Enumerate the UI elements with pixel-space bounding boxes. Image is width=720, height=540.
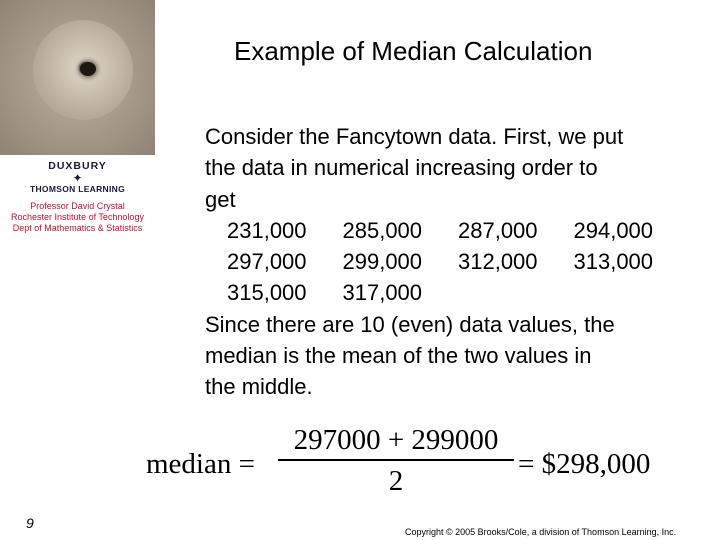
fraction-bar [278,459,514,461]
values-row [205,277,710,308]
formula-denominator: 2 [388,464,404,497]
body-line: median is the mean of the two values in [205,343,592,369]
publisher-logo [0,160,155,234]
formula-fraction [278,424,514,498]
values-row [205,215,710,246]
body-line: Since there are 10 (even) data values, the [205,311,615,337]
values-row [205,246,710,277]
burrow-hole [80,62,96,76]
publisher-name-2: THOMSON LEARNING [30,184,125,194]
star-icon: ✦ [72,171,83,185]
body-line: the data in numerical increasing order to [205,155,598,181]
median-formula [146,424,686,504]
data-value: 312,000 [458,249,538,275]
copyright-notice: Copyright © 2005 Brooks/Cole, a division of Thomson Learning, Inc. [405,527,677,537]
data-value: 299,000 [342,249,423,275]
data-value: 294,000 [573,217,654,243]
body-line: the middle. [205,374,313,400]
body-line: get [205,186,236,212]
slide-number: 9 [26,515,34,531]
credit-line: Dept of Mathematics & Statistics [12,223,143,233]
data-value: 285,000 [342,217,423,243]
data-value: 231,000 [227,217,307,243]
data-value: 313,000 [573,249,654,275]
data-value: 287,000 [458,217,538,243]
formula-numerator: 297000 + 299000 [293,424,499,456]
credit-line: Rochester Institute of Technology [11,212,144,222]
sand-hole-photo [0,0,155,155]
body-line: Consider the Fancytown data. First, we put [205,124,624,149]
formula-lhs: median = [146,448,255,480]
data-value: 317,000 [342,280,423,306]
formula-rhs: = $298,000 [518,448,651,480]
publisher-name: DUXBURY [48,160,107,172]
slide-title: Example of Median Calculation [234,36,593,66]
credit-line: Professor David Crystal [30,201,125,211]
data-value: 315,000 [227,280,307,306]
data-value: 297,000 [227,249,307,275]
slide-body [205,121,710,403]
